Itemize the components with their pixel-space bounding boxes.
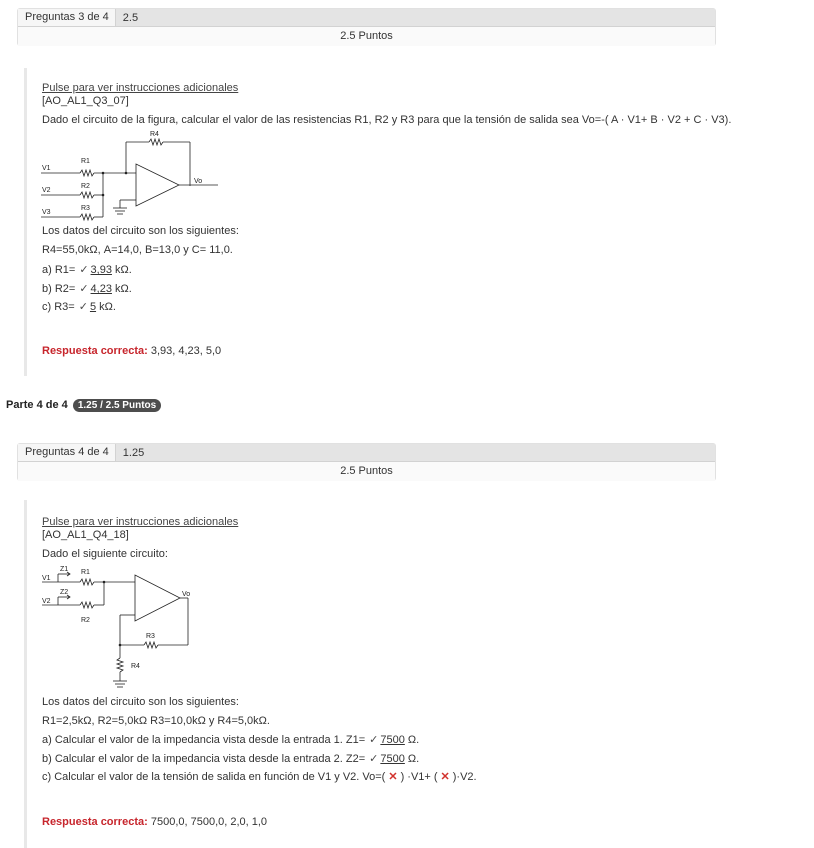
q3-circuit-v3: V3 <box>42 209 51 216</box>
q3-answer-c: c) R3= ✓ 5 kΩ. <box>42 301 116 313</box>
part-4-score-badge: 1.25 / 2.5 Puntos <box>73 399 161 412</box>
q4-circuit-r3: R3 <box>146 633 155 640</box>
question-3-points: 2.5 Puntos <box>18 27 715 46</box>
q3-code: [AO_AL1_Q3_07] <box>42 95 129 107</box>
q3-answer-a: a) R1= ✓ 3,93 kΩ. <box>42 264 132 276</box>
q4-code: [AO_AL1_Q4_18] <box>42 529 129 541</box>
question-4-score: 1.25 <box>122 446 145 459</box>
question-4-points: 2.5 Puntos <box>18 462 715 481</box>
q3-answer-c-value[interactable]: 5 <box>89 301 97 313</box>
q3-data-values: R4=55,0kΩ, A=14,0, B=13,0 y C= 11,0. <box>42 244 233 256</box>
q4-data-intro: Los datos del circuito son los siguientes: <box>42 696 239 708</box>
q4-circuit-v2: V2 <box>42 598 51 605</box>
question-4-label: Preguntas 4 de 4 <box>18 444 116 461</box>
q3-circuit-r4: R4 <box>150 131 159 138</box>
q3-answer-b-value[interactable]: 4,23 <box>90 283 112 295</box>
q3-circuit-v2: V2 <box>42 187 51 194</box>
q4-circuit-r4: R4 <box>131 663 140 670</box>
q4-circuit-z1: Z1 <box>60 566 69 573</box>
q4-answer-b: b) Calcular el valor de la impedancia vista desde la entrada 2. Z2= ✓ 7500 Ω. <box>42 753 420 765</box>
q3-circuit-v1: V1 <box>42 165 51 172</box>
q4-circuit-z2: Z2 <box>60 589 69 596</box>
q3-circuit-diagram <box>40 128 225 222</box>
q4-circuit-vo: Vo <box>182 591 191 598</box>
part-4-label: Parte 4 de 4 1.25 / 2.5 Puntos <box>6 399 161 412</box>
q4-circuit-v1: V1 <box>42 575 51 582</box>
q3-circuit-r3: R3 <box>81 205 90 212</box>
q4-answer-c: c) Calcular el valor de la tensión de salida en función de V1 y V2. Vo=( ✕ ) ·V1+ ( ✕ )·V2. <box>42 771 477 783</box>
q4-instructions-link[interactable]: Pulse para ver instrucciones adicionales <box>42 516 239 528</box>
question-3-label: Preguntas 3 de 4 <box>18 9 116 26</box>
q4-answer-a-value[interactable]: 7500 <box>380 734 405 746</box>
q4-circuit-diagram <box>40 563 195 693</box>
q3-answer-a-value[interactable]: 3,93 <box>90 264 112 276</box>
q4-circuit-r2: R2 <box>81 617 90 624</box>
q4-answer-a: a) Calcular el valor de la impedancia vista desde la entrada 1. Z1= ✓ 7500 Ω. <box>42 734 420 746</box>
q4-answer-b-value[interactable]: 7500 <box>380 753 405 765</box>
wrong-cross-icon: ✕ <box>388 771 398 783</box>
q4-correct-answer: Respuesta correcta: 7500,0, 7500,0, 2,0, 1,0 <box>42 816 268 828</box>
q3-circuit-r2: R2 <box>81 183 90 190</box>
q3-correct-answer: Respuesta correcta: 3,93, 4,23, 5,0 <box>42 345 222 357</box>
check-icon: ✓ <box>79 283 89 295</box>
check-icon: ✓ <box>79 264 89 276</box>
check-icon: ✓ <box>369 734 379 746</box>
q4-data-values: R1=2,5kΩ, R2=5,0kΩ R3=10,0kΩ y R4=5,0kΩ. <box>42 715 270 727</box>
q3-data-intro: Los datos del circuito son los siguientes: <box>42 225 239 237</box>
check-icon: ✓ <box>78 301 88 313</box>
question-3-score: 2.5 <box>122 11 139 24</box>
q3-circuit-r1: R1 <box>81 158 90 165</box>
q3-circuit-vo: Vo <box>194 178 203 185</box>
q3-prompt: Dado el circuito de la figura, calcular el valor de las resistencias R1, R2 y R3 para que la tensión de salida sea Vo=-( A · V1+ B · V2 + C · V3). <box>42 114 732 126</box>
q3-answer-b: b) R2= ✓ 4,23 kΩ. <box>42 283 132 295</box>
check-icon: ✓ <box>369 753 379 765</box>
question-4-header <box>17 443 716 481</box>
wrong-cross-icon: ✕ <box>440 771 450 783</box>
q3-instructions-link[interactable]: Pulse para ver instrucciones adicionales <box>42 82 239 94</box>
q4-circuit-r1: R1 <box>81 569 90 576</box>
question-3-header <box>17 8 716 46</box>
q4-prompt: Dado el siguiente circuito: <box>42 548 168 560</box>
